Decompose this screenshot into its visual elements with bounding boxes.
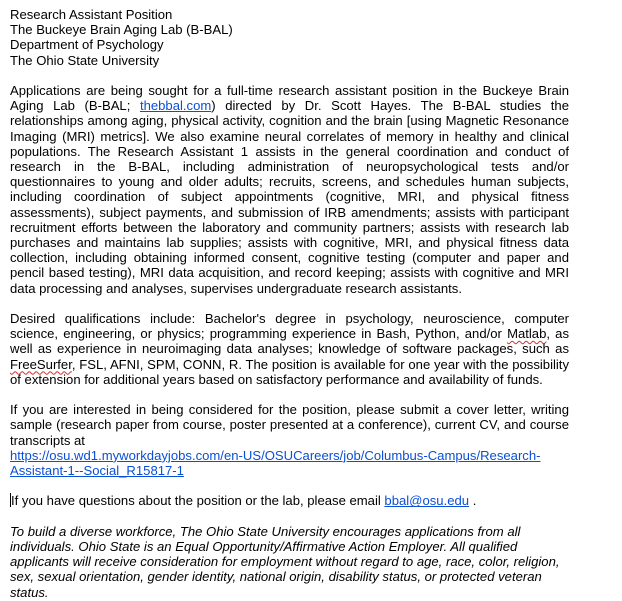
application-text: If you are interested in being considered for the position, please submit a cover letter, writing sample (research paper from course, poster presented at a conference), current CV, and course transcripts at [10,402,569,448]
application-link-continued[interactable] [10,463,184,478]
spacer [10,68,569,83]
spacer [10,509,569,524]
lab-name: The Buckeye Brain Aging Lab (B-BAL) [10,22,233,38]
department-name: Department of Psychology [10,37,164,53]
qualifications-text-1: Desired qualifications include: Bachelor's degree in psychology, neuroscience, computer science, engineering, or physics; programming experience in Bash, Python, and/or [10,311,569,342]
spellcheck-word-matlab: Matlab [507,326,547,342]
description-text-start: Applications are being sought for a full-time research assistant position in the Buckeye Brain Aging Lab (B-BAL; [10,83,569,114]
contact-paragraph [10,493,569,508]
description-text-rest: ) directed by Dr. Scott Hayes. The B-BAL studies the relationships among aging, physical activity, cognition and the brain [using Magnetic Resonance Imaging (MRI) metrics]. We also examine neural correlates of memory in healthy and clinical populations. The Research Assistant 1 assists in the general coordination and conduct of research in the B-BAL, including administration of neuropsychological tests and/or questionnaires to young and older adults; recruits, screens, and schedules human subjects, including coordination of subject appointments (cognitive, MRI, and physical fitness assessments), subject payments, and submission of IRB amendments; assists with participant recruitment efforts between the laboratory and community partners; assists with research lab purchases and maintains lab supplies; assists with cognitive, MRI, and physical fitness data collection, including obtaining informed consent, cognitive testing (computer and paper and pencil based testing), MRI data acquisition, and record keeping; assists with cognitive and MRI data processing and analyses, supervises undergraduate research assistants. [10,98,569,296]
description-paragraph [10,83,569,296]
application-link-line2: Assistant-1--Social_R15817-1 [10,463,184,479]
eeo-line-4: sex, sexual orientation, gender identity, national origin, disability status, or protected veteran [10,569,542,585]
contact-text-end: . [469,493,477,509]
position-title: Research Assistant Position [10,7,173,22]
contact-text: If you have questions about the position or the lab, please email [11,493,385,509]
eeo-line-3: applicants will receive consideration for employment without regard to age, race, color, religion, [10,554,560,570]
eeo-statement [10,524,569,600]
university-name: The Ohio State University [10,52,160,68]
application-link[interactable] [10,448,569,463]
eeo-line-2: individuals. Ohio State is an Equal Opportunity/Affirmative Action Employer. All qualified [10,539,518,555]
application-paragraph [10,402,569,448]
spacer [10,387,569,402]
application-link-line1: https://osu.wd1.myworkdayjobs.com/en-US/OSUCareers/job/Columbus-Campus/Research- [10,447,541,463]
lab-website-link[interactable]: thebbal.com [139,98,212,114]
spacer [10,478,569,493]
spellcheck-word-freesurfer: FreeSurfer [10,356,72,372]
qualifications-paragraph [10,311,569,387]
header-block [10,7,569,68]
eeo-line-5: status. [10,584,49,600]
eeo-line-1: To build a diverse workforce, The Ohio State University encourages applications from all [10,523,521,539]
spacer [10,296,569,311]
email-link[interactable]: bbal@osu.edu [384,493,470,509]
qualifications-text-3: , FSL, AFNI, SPM, CONN, R. The position is available for one year with the possibility of extension for additional years based on satisfactory performance and availability of funds. [10,356,569,387]
qualifications-text-2: , as well as experience in neuroimaging data analyses; knowledge of software packages, such as [10,326,570,357]
